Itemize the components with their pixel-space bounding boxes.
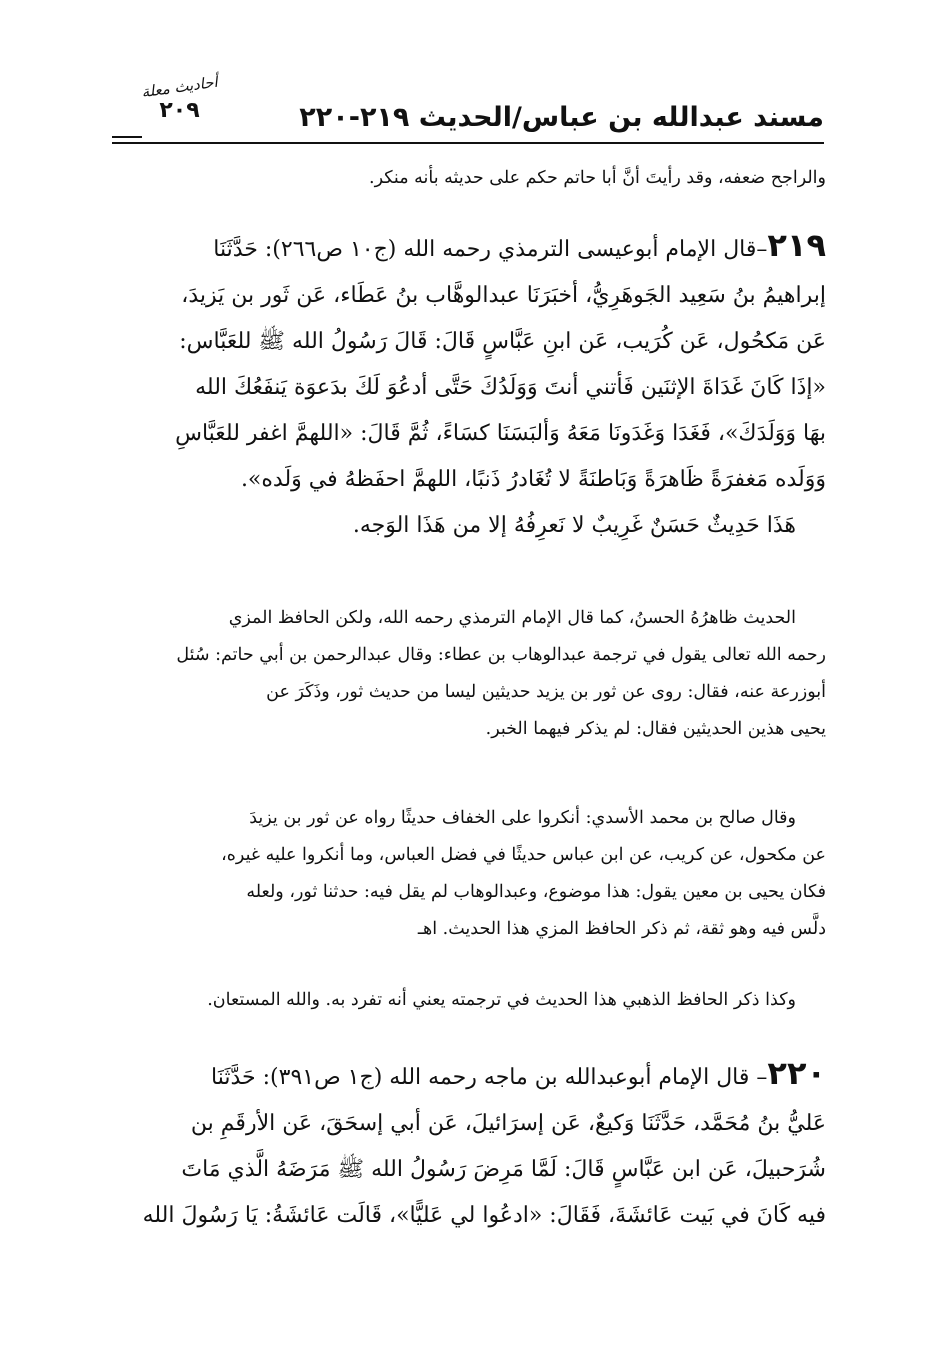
text-line: رحمه الله تعالى يقول في ترجمة عبدالوهاب بن عطاء: وقال عبدالرحمن بن أبي حاتم: سُئل xyxy=(176,645,826,665)
text-line: وَوَلَده مَغفرَةً ظَاهرَةً وَبَاطنَةً لا تُغَادرُ ذَنبًا، اللهمَّ احفَظهُ في وَلَده». xyxy=(240,467,826,492)
hadith-220 xyxy=(118,1050,826,1239)
text-line: ٢١٩–قال الإمام أبوعيسى الترمذي رحمه الله (ج١٠ ص٢٦٦): حَدَّثَنَا xyxy=(213,226,826,264)
text-line: عَليُّ بنُ مُحَمَّد، حَدَّثَنَا وَكيعٌ، عَن إسرَائيلَ، عَن أبي إسحَقَ، عَن الأرقَمِ بن xyxy=(190,1111,826,1136)
header-side-note xyxy=(112,72,247,123)
hadith-number: ٢٢٠ xyxy=(767,1054,826,1092)
text-line: ٢٢٠– قال الإمام أبوعبدالله بن ماجه رحمه الله (ج١ ص٣٩١): حَدَّثَنَا xyxy=(211,1054,826,1092)
text-line: فيه كَانَ في بَيت عَائشَةَ، فَقَالَ: «ادعُوا لي عَليًّا»، قَالَت عَائشَةُ: يَا رَسُولَ الله xyxy=(142,1203,826,1228)
text-line: أبوزرعة عنه، فقال: روى عن ثور بن يزيد حديثين ليسا من حديث ثور، وذَكَرَ عن xyxy=(266,682,826,702)
text-line: فكان يحيى بن معين يقول: هذا موضوع، وعبدالوهاب لم يقل فيه: حدثنا ثور، ولعله xyxy=(246,882,826,902)
hadith-grading: هَذَا حَدِيثٌ حَسَنٌ غَرِيبٌ لا نَعرِفُهُ إلا من هَذَا الوَجه. xyxy=(352,513,796,538)
text-line: إبراهيمُ بنُ سَعِيد الجَوهَرِيُّ، أخبَرَنَا عبدالوهَّاب بنُ عَطَاء، عَن ثَور بن يَزيدَ، xyxy=(181,283,826,308)
text-line: وقال صالح بن محمد الأسدي: أنكروا على الخفاف حديثًا رواه عن ثور بن يزيدَ xyxy=(249,808,796,828)
header-rule xyxy=(112,142,824,144)
text-line: الحديث ظاهرُهُ الحسنُ، كما قال الإمام الترمذي رحمه الله، ولكن الحافظ المزي xyxy=(228,608,796,628)
page-number: ٢٠٩ xyxy=(159,98,200,123)
text-line: والراجح ضعفه، وقد رأيتَ أنَّ أبا حاتم حكم على حديثه بأنه منكر. xyxy=(369,168,826,188)
hadith-219 xyxy=(118,222,826,549)
text-line: دلَّس فيه وهو ثقة، ثم ذكر الحافظ المزي هذا الحديث. اهـ xyxy=(417,919,826,939)
page-header xyxy=(112,72,824,152)
header-rule-mark xyxy=(112,136,142,138)
text-line: «إذَا كَانَ غَدَاةَ الإثنَين فَأتني أنتَ وَوَلَدُكَ حَتَّى أدعُوَ لَكَ بدَعوَة يَنفَعُكَ الله xyxy=(195,375,826,400)
text-line: شُرَحبيلَ، عَن ابن عَبَّاسٍ قَالَ: لَمَّا مَرِضَ رَسُولُ الله ﷺ مَرَضَهُ الَّذي مَاتَ xyxy=(181,1157,826,1182)
text-line: عَن مَكحُول، عَن كُرَيب، عَن ابنِ عَبَّاسٍ قَالَ: قَالَ رَسُولُ الله ﷺ للعَبَّاس: xyxy=(179,329,826,354)
section-label: أحاديث معلة xyxy=(140,72,219,102)
text-line: وكذا ذكر الحافظ الذهبي هذا الحديث في ترجمته يعني أنه تفرد به. والله المستعان. xyxy=(207,990,796,1010)
hadith-number: ٢١٩ xyxy=(767,226,826,264)
text-line: يحيى هذين الحديثين فقال: لم يذكر فيهما الخبر. xyxy=(485,719,826,739)
page-title: مسند عبدالله بن عباس/الحديث ٢١٩-٢٢٠ xyxy=(299,102,824,133)
commentary-paragraph-1 xyxy=(118,600,826,748)
commentary-paragraph-2 xyxy=(118,800,826,948)
text-line: بهَا وَوَلَدَكَ»، فَغَدَا وَغَدَونَا مَعَهُ وَألبَسَنَا كسَاءً، ثُمَّ قَالَ: «اللهمَّ اغفر للعَبَّاسِ xyxy=(175,421,826,446)
text-line: عن مكحول، عن كريب، عن ابن عباس حديثًا في فضل العباس، وما أنكروا عليه غيره، xyxy=(221,845,826,865)
commentary-paragraph-3 xyxy=(118,982,826,1019)
intro-paragraph xyxy=(118,160,826,197)
